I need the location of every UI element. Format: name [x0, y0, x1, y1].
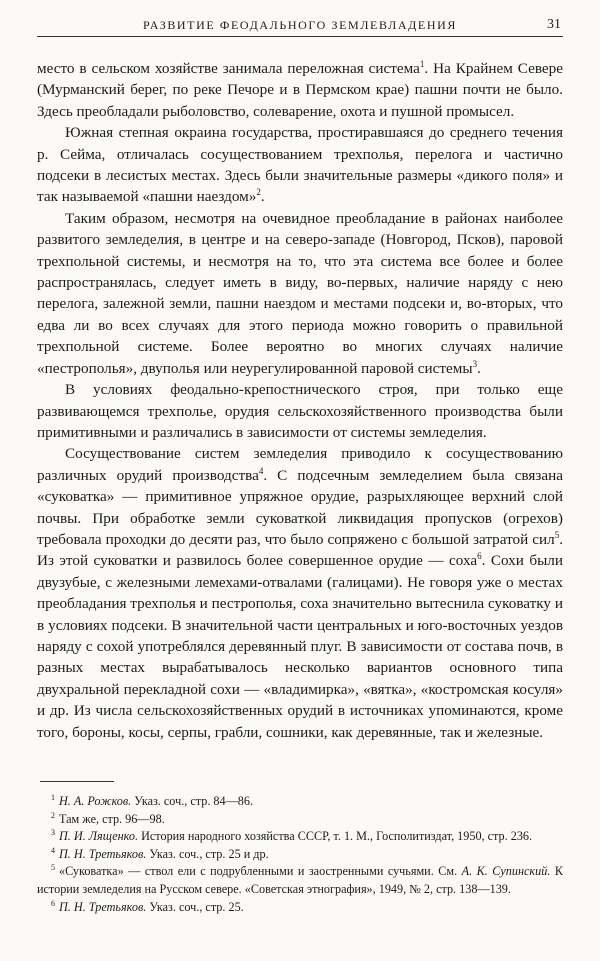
footnote-4: $^4$ П. Н. Третьяков. Указ. соч., стр. 25 и др.	[51, 845, 269, 861]
paragraph-5: Сосуществование систем земледелия приводило к сосуществованию различных орудий производства$^4$. С подсечным земледелием была связана «суковатка» — примитивное упряжное орудие, разрыхляющее верхний слой почвы. При обработке земли суковаткой ликвидация пропусков (огрехов) требовала проходки до десяти раз, что было сопряжено с большой затратой сил$^5$. Из этой суковатки и развилось более совершенное орудие — соха$^6$. Сохи были двузубые, с железными лемехами-отвалами (галицами). Не говоря уже о местах преобладания трехполья и пестрополья, соха значительно вытеснила суковатку и в условиях подсеки. В значительной части центральных и юго-восточных уездов наряду с сохой употреблялся деревянный плуг. В зависимости от состава почв, в разных местах вырабатывалось несколько вариантов основного типа двухральной перекладной сохи — «владимирка», «вятка», «костромская косуля» и др. Из числа сельскохозяйственных орудий в источниках упоминаются, кроме того, бороны, косы, серпы, грабли, сошники, как деревянные, так и железные.	[37, 445, 563, 741]
footnote-ref: 3	[472, 358, 478, 369]
footnote-ref: 6	[477, 551, 482, 562]
running-title: РАЗВИТИЕ ФЕОДАЛЬНОГО ЗЕМЛЕВЛАДЕНИЯ	[143, 18, 457, 32]
footnote-1: $^1$ Н. А. Рожков. Указ. соч., стр. 84—86.	[51, 792, 254, 808]
footnote-ref: 5	[554, 529, 560, 540]
footnote-3: $^3$ П. И. Лященко. История народного хозяйства СССР, т. 1. М., Госполитиздат, 1950, стр. 236.	[51, 828, 533, 844]
footnote-6: $^6$ П. Н. Третьяков. Указ. соч., стр. 25.	[51, 898, 244, 914]
main-text	[37, 58, 563, 743]
footnote-ref: 4	[258, 465, 264, 476]
footnotes	[37, 793, 563, 916]
paragraph-3: Таким образом, несмотря на очевидное преобладание в районах наиболее развитого земледелия, в центре и на северо-западе (Новгород, Псков), паровой трехпольной системы, и несмотря на то, что эта система все более и более распространялась, следует иметь в виду, во-первых, наличие наряду с нею перелога, залежной земли, пашни наездом и местами подсеки и, во-вторых, что едва ли во всех случаях для этого периода можно говорить о правильной трехпольной системе. Более вероятно во многих случаях наличие «пестрополья», двуполья или неурегулированной паровой системы$^3$.	[37, 209, 563, 377]
paragraph-4: В условиях феодально-крепостнического строя, при только еще развивающемся трехполье, орудия сельскохозяйственного производства были примитивными и различались в зависимости от системы земледелия.	[37, 381, 563, 441]
footnote-ref: 1	[419, 58, 425, 69]
page-number: 31	[547, 17, 561, 32]
footnote-ref: 2	[256, 187, 261, 198]
footnote-divider	[40, 781, 114, 782]
paragraph-1: место в сельском хозяйстве занимала переложная система$^1$. На Крайнем Севере (Мурманский берег, по реке Печоре и в Пермском крае) пашни почти не было. Здесь преобладали рыболовство, солеварение, охота и пушной промысел.	[37, 58, 563, 120]
paragraph-2: Южная степная окраина государства, простиравшаяся до среднего течения р. Сейма, отличалась сосуществованием трехполья, перелога и частично подсеки в лесистых местах. Здесь были значительные размеры «дикого поля» и так называемой «пашни наездом»$^2$.	[37, 124, 563, 206]
footnote-5: $^5$ «Суковатка» — ствол ели с подрубленными и заостренными сучьями. См. А. К. Супинский. К истории земледелия на Русском севере. «Советская этнография», 1949, № 2, стр. 138—139.	[37, 863, 563, 896]
footnote-2: $^2$ Там же, стр. 96—98.	[51, 810, 165, 826]
page-header	[37, 12, 563, 37]
